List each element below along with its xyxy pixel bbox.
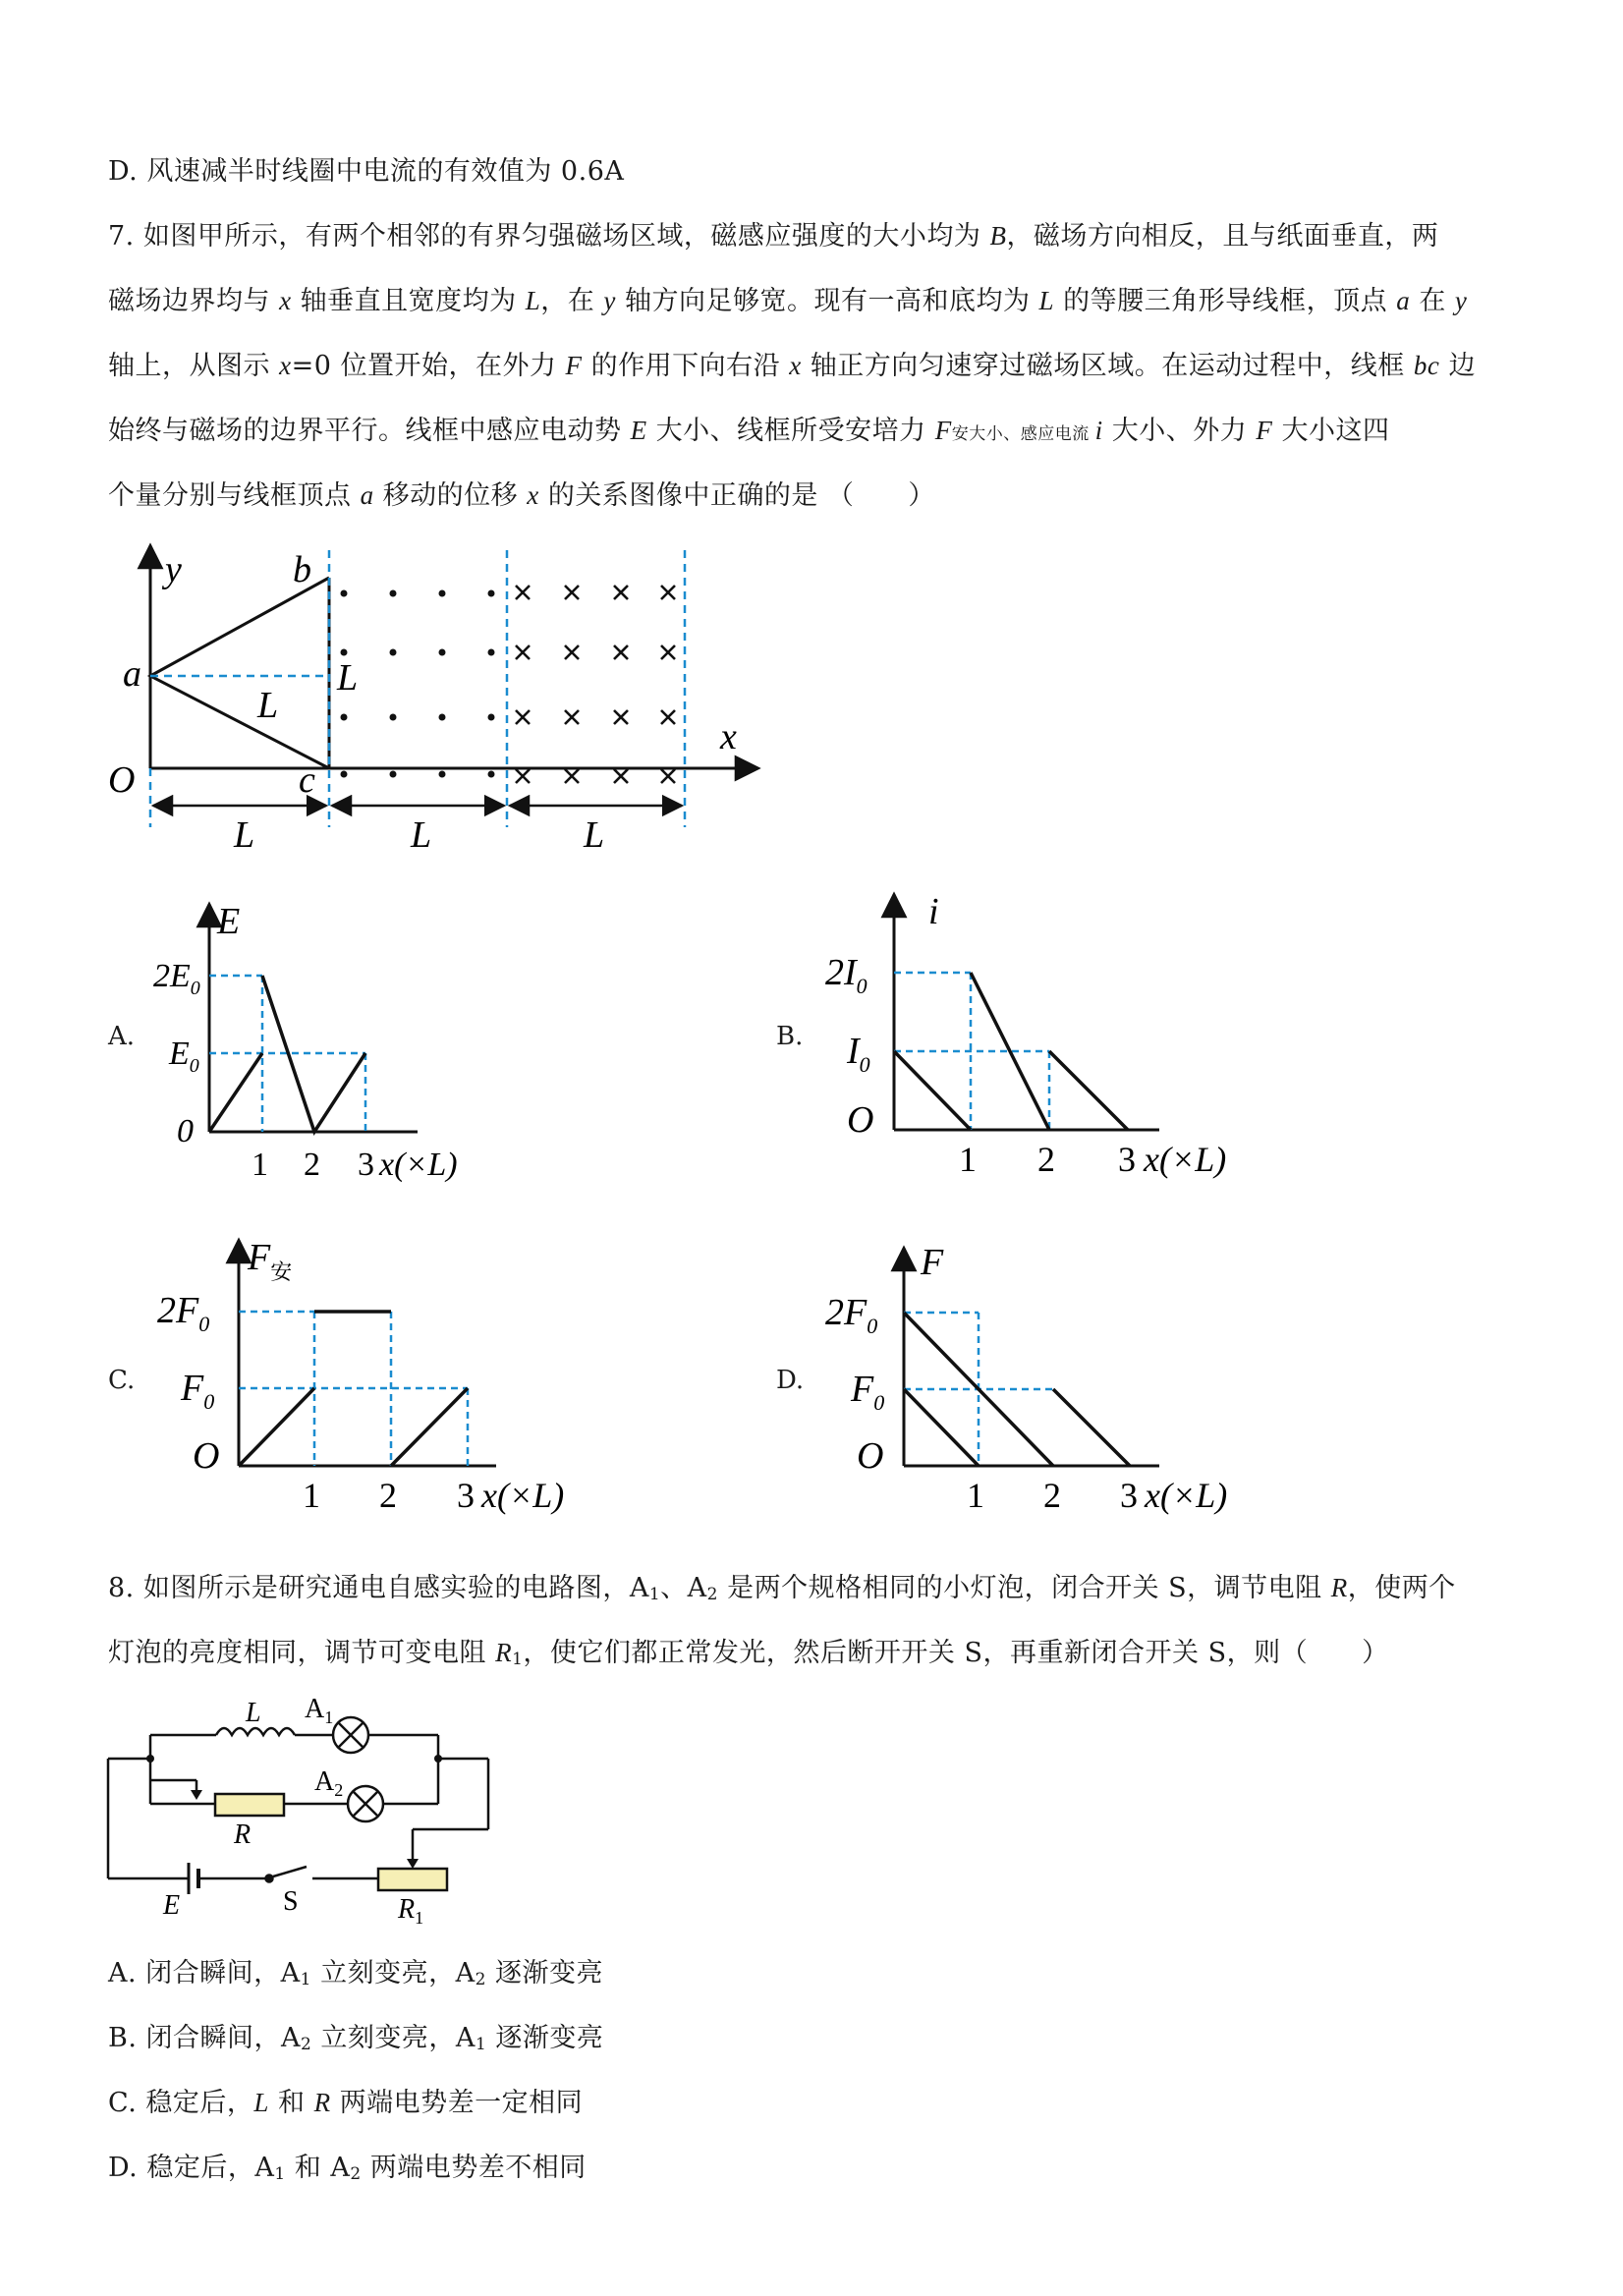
svg-text:3: 3 [457, 1476, 475, 1515]
svg-text:A1: $A_1$ [305, 1694, 334, 1727]
svg-text:x(×L): x(×L) [379, 1147, 458, 1183]
svg-text:i: i [928, 891, 939, 932]
option-a-letter: A. [108, 1022, 136, 1051]
svg-text:F0: $F_0$ [851, 1369, 885, 1415]
svg-text:3: 3 [1120, 1476, 1138, 1515]
q8-option-c: C. 稳定后，L 和 R 两端电势差一定相同 [108, 2088, 584, 2118]
svg-text:F0: $F_0$ [181, 1368, 215, 1414]
label-c: c [299, 759, 315, 801]
q8-option-d: D. 稳定后，$A_1$ 和 $A_2$ 两端电势差不相同 [108, 2153, 587, 2184]
q7-line-5: 个量分别与线框顶点 a 移动的位移 x 的关系图像中正确的是 （ ） [108, 480, 935, 511]
label-a: a [123, 653, 141, 695]
inductor [216, 1728, 295, 1735]
q6-option-d: D. 风速减半时线圈中电流的有效值为 0.6A [108, 156, 625, 187]
svg-text:O: O [193, 1435, 220, 1477]
svg-text:3: 3 [1118, 1140, 1136, 1179]
svg-text:2: 2 [379, 1476, 397, 1515]
svg-text:x(×L): x(×L) [481, 1476, 565, 1515]
svg-text:x(×L): x(×L) [1145, 1476, 1228, 1515]
svg-text:E: E [217, 901, 241, 942]
label-x: x [720, 716, 737, 757]
width-L-1: L [234, 814, 255, 856]
svg-text:2: 2 [1037, 1140, 1055, 1179]
svg-text:E: E [163, 1890, 181, 1921]
switch-blade [273, 1867, 307, 1876]
svg-text:E0: $E_0$ [169, 1036, 199, 1077]
label-y: y [165, 549, 182, 590]
label-b: b [293, 549, 311, 590]
svg-text:1: 1 [303, 1476, 320, 1515]
svg-text:2: 2 [1043, 1476, 1061, 1515]
svg-text:L: L [246, 1698, 261, 1728]
width-L-3: L [584, 814, 605, 856]
svg-text:1: 1 [252, 1147, 268, 1183]
q8-option-a: A. 闭合瞬间，$A_1$ 立刻变亮，$A_2$ 逐渐变亮 [108, 1958, 604, 1989]
option-d-letter: D. [776, 1366, 805, 1395]
svg-text:O: O [847, 1099, 874, 1141]
q8-line-2: 灯泡的亮度相同，调节可变电阻 $R_1$，使它们都正常发光，然后断开开关 S，再重新闭合开关 S，则（ ） [108, 1638, 1389, 1669]
q7-line-4: 始终与磁场的边界平行。线框中感应电动势 E 大小、线框所受安培力 F安大小、感应电流 i 大小、外力 F 大小这四 [108, 416, 1390, 446]
svg-text:S: S [283, 1886, 299, 1917]
svg-text:F安: $F_安$ [248, 1237, 293, 1284]
svg-text:I0: $I_0$ [847, 1031, 870, 1077]
q8-option-b: B. 闭合瞬间，$A_2$ 立刻变亮，$A_1$ 逐渐变亮 [108, 2023, 604, 2054]
resistor-r [215, 1794, 284, 1816]
rheostat-r1 [378, 1869, 447, 1890]
svg-text:2F0: $2F_0$ [825, 1292, 878, 1338]
svg-text:2: 2 [304, 1147, 320, 1183]
q8-line-1: 8. 如图所示是研究通电自感实验的电路图，$A_1$、$A_2$ 是两个规格相同的小灯泡，闭合开关 S，调节电阻 R，使两个 [108, 1573, 1456, 1604]
label-O: O [108, 759, 136, 801]
label-height-L: L [337, 657, 359, 699]
svg-text:1: 1 [959, 1140, 977, 1179]
svg-text:2E0: $2E_0$ [153, 958, 200, 999]
svg-text:O: O [857, 1435, 884, 1477]
svg-text:F: F [921, 1242, 944, 1283]
option-c-letter: C. [108, 1366, 136, 1395]
svg-text:0: 0 [177, 1113, 194, 1149]
svg-text:A2: $A_2$ [314, 1766, 344, 1800]
svg-text:x(×L): x(×L) [1144, 1140, 1227, 1179]
svg-text:2F0: $2F_0$ [157, 1290, 210, 1336]
svg-text:R: R [234, 1820, 252, 1850]
svg-text:2I0: $2I_0$ [825, 952, 867, 998]
width-L-2: L [411, 814, 432, 856]
q7-line-2: 磁场边界均与 x 轴垂直且宽度均为 L，在 y 轴方向足够宽。现有一高和底均为 L 的等腰三角形导线框，顶点 a 在 y [108, 286, 1468, 316]
option-b-letter: B. [776, 1022, 804, 1051]
svg-text:1: 1 [967, 1476, 984, 1515]
q7-line-3: 轴上，从图示 x=0 位置开始，在外力 F 的作用下向右沿 x 轴正方向匀速穿过磁场区域。在运动过程中，线框 bc 边 [108, 351, 1476, 381]
q7-line-1: 7. 如图甲所示，有两个相邻的有界匀强磁场区域，磁感应强度的大小均为 B，磁场方向相反，且与纸面垂直，两 [108, 221, 1439, 252]
svg-text:R1: $R_1$ [398, 1894, 424, 1928]
label-base-L: L [257, 685, 279, 726]
svg-text:3: 3 [358, 1147, 374, 1183]
